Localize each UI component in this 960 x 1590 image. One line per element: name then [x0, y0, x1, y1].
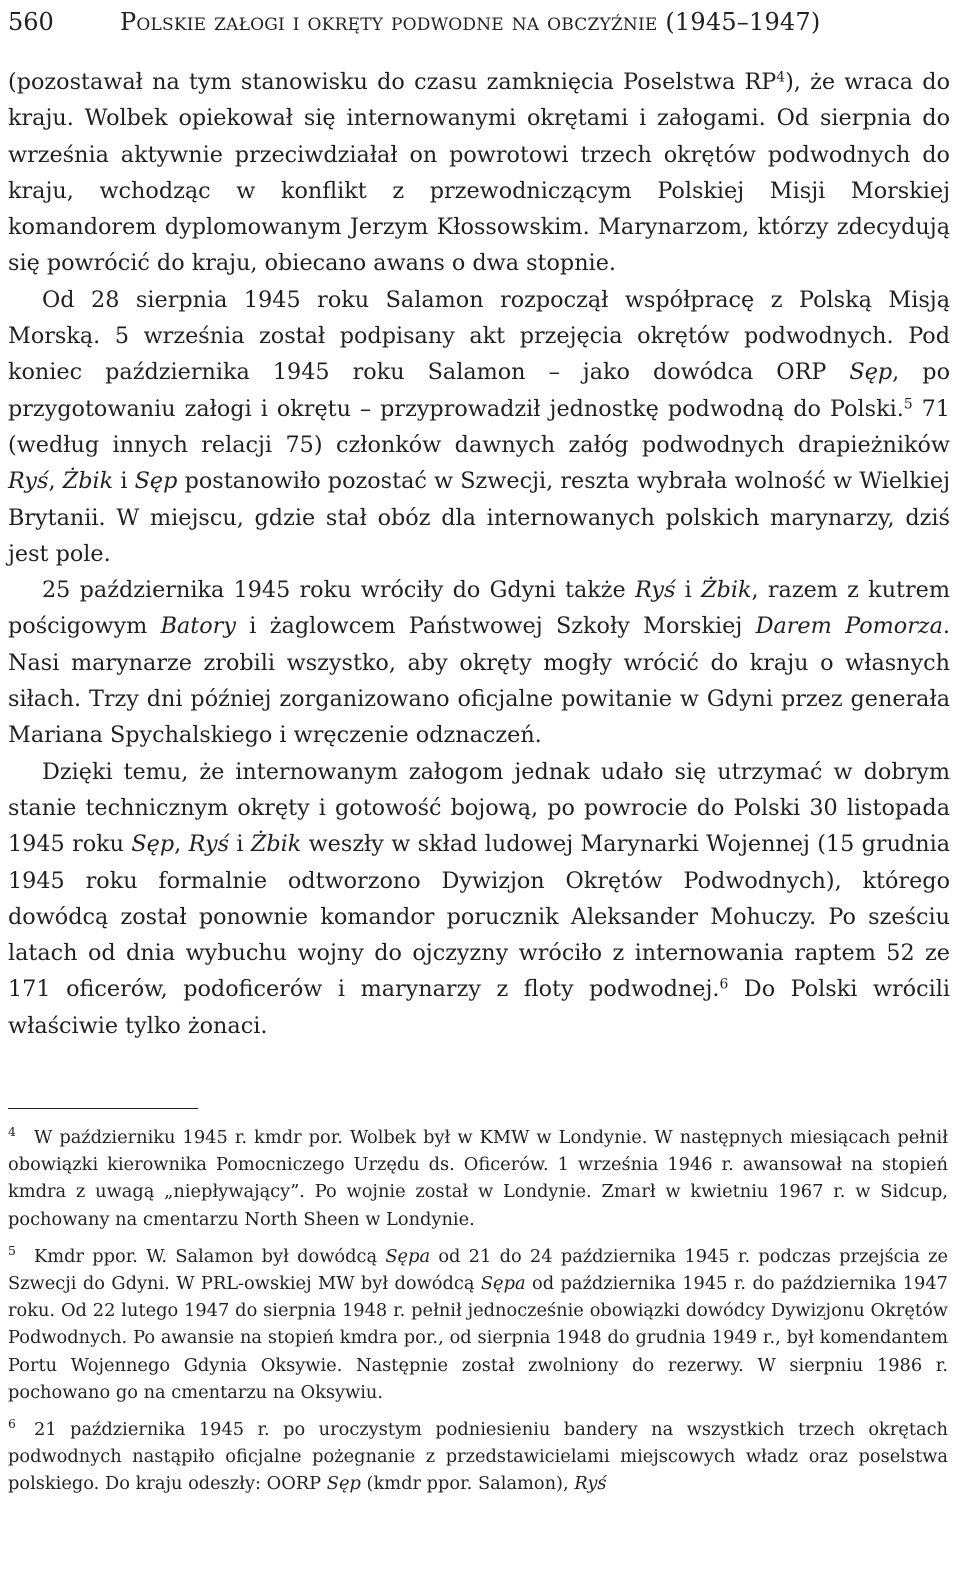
ship-name: Sęp: [131, 831, 175, 858]
text-run: , po przygotowaniu załogi i okrętu – przyprowadził jednostkę podwodną do Polski.: [8, 359, 951, 422]
ship-name: Sęp: [134, 468, 178, 495]
text-run: ,: [174, 831, 189, 858]
main-text: [8, 64, 950, 1044]
footnote-text: Kmdr ppor. W. Salamon był dowódcą: [34, 1245, 386, 1267]
text-run: i żaglowcem Państwowej Szkoły Morskiej: [235, 613, 756, 640]
footnotes: [8, 1124, 948, 1508]
paragraph-2: [8, 282, 950, 572]
paragraph-3: [8, 572, 950, 753]
text-run: ,: [48, 468, 63, 495]
footnote-ref-5[interactable]: 5: [903, 396, 913, 413]
text-run: i: [229, 831, 251, 858]
text-run: Dzięki temu, że internowanym załogom jednak udało się utrzymać w dobrym stanie technicznym okręty i gotowość bojową, po powrocie do Polski 30 listopada 1945 roku: [8, 758, 950, 858]
text-run: Od 28 sierpnia 1945 roku Salamon rozpoczął współpracę z Polską Misją Morską. 5 września został podpisany akt przejęcia okrętów podwodnych. Pod koniec października 1945 roku Salamon – jako dowódca ORP: [8, 286, 950, 386]
ship-name: Ryś: [8, 468, 49, 495]
text-run: i: [675, 577, 702, 604]
ship-name: Sęp: [326, 1473, 361, 1495]
ship-name: Sęp: [849, 359, 893, 386]
text-run: , razem z kutrem pościgowym: [8, 577, 951, 640]
text-run: . Nasi marynarze zrobili wszystko, aby okręty mogły wrócić do kraju o własnych siłach. Trzy dni później zorganizowano oficjalne powitanie w Gdyni przez generała Mariana Spychalskiego i wręczenie odznaczeń.: [8, 613, 950, 749]
text-run: ), że wraca do kraju. Wolbek opiekował się internowanymi okrętami i załogami. Od sierpnia do września aktywnie przeciwdziałał on powrotowi trzech okrętów podwodnych do kraju, wchodząc w konflikt z przewodniczącym Polskiej Misji Morskiej komandorem dyplomowanym Jerzym Kłossowskim. Marynarzom, którzy zdecydują się powrócić do kraju, obiecano awans o dwa stopnie.: [8, 69, 950, 277]
footnote-ref-6[interactable]: 6: [719, 976, 729, 993]
ship-name: Sępa: [480, 1273, 526, 1295]
footnote-5: 5 Kmdr ppor. W. Salamon był dowódcą Sępa od 21 do 24 października 1945 r. podczas przejścia ze Szwecji do Gdyni. W PRL-owskiej MW był dowódcą Sępa od października 1945 r. do października 1947 roku. Od 22 lutego 1947 do sierpnia 1948 r. pełnił jednocześnie obowiązki dowódcy Dywizjonu Okrętów Podwodnych. Po awansie na stopień kmdra por., od sierpnia 1948 do grudnia 1949 r., był komendantem Portu Wojennego Gdynia Oksywie. Następnie został zwolniony do rezerwy. W sierpniu 1986 r. pochowano go na cmentarzu na Oksywiu.: [8, 1242, 949, 1403]
ship-name: Sępa: [385, 1245, 431, 1267]
footnote-separator: [8, 1108, 198, 1109]
paragraph-4: [8, 754, 950, 1044]
text-run: 71 (według innych relacji 75) członków dawnych załóg podwodnych drapieżników: [8, 395, 950, 458]
ship-name: Ryś: [188, 831, 230, 858]
footnote-text: od października 1945 r. do października 1947 roku. Od 22 lutego 1947 do sierpnia 1948 r. pełnił jednocześnie obowiązki dowódcy Dywizjonu Okrętów Podwodnych. Po awansie na stopień kmdra por., od sierpnia 1948 do grudnia 1949 r., był komendantem Portu Wojennego Gdynia Oksywie. Następnie został zwolniony do rezerwy. W sierpniu 1986 r. pochowano go na cmentarzu na Oksywiu.: [8, 1273, 948, 1403]
footnote-text: od 21 do 24 października 1945 r. podczas przejścia ze Szwecji do Gdyni. W PRL-owskiej MW był dowódcą: [8, 1245, 949, 1295]
text-run: i: [113, 468, 135, 495]
running-header: [8, 4, 952, 44]
text-run: postanowiło pozostać w Szwecji, reszta wybrała wolność w Wielkiej Brytanii. W miejscu, gdzie stał obóz dla internowanych polskich marynarzy, dziś jest pole.: [8, 468, 951, 567]
ship-name: Darem Pomorza: [755, 613, 943, 640]
text-run: Do Polski wrócili właściwie tylko żonaci.: [8, 976, 950, 1039]
text-run: (pozostawał na tym stanowisku do czasu zamknięcia Poselstwa RP: [8, 69, 777, 95]
footnote-6: 6 21 października 1945 r. po uroczystym podniesieniu bandery na wszystkich trzech okrętach podwodnych nastąpiło oficjalne pożegnanie z przedstawicielami miejscowych władz oraz poselstwa polskiego. Do kraju odeszły: OORP Sęp (kmdr ppor. Salamon), Ryś: [8, 1416, 948, 1495]
page-number: 560: [8, 8, 54, 36]
footnote-ref-4[interactable]: 4: [776, 69, 786, 86]
footnote-text: 21 października 1945 r. po uroczystym podniesieniu bandery na wszystkich trzech okrętach podwodnych nastąpiło oficjalne pożegnanie z przedstawicielami miejscowych władz oraz poselstwa polskiego. Do kraju odeszły: OORP: [8, 1419, 948, 1495]
text-run: weszły w skład ludowej Marynarki Wojennej (15 grudnia 1945 roku formalnie odtworzono Dywizjon Okrętów Podwodnych), którego dowódcą został ponownie komandor porucznik Aleksander Mohuczy. Po sześciu latach od dnia wybuchu wojny do ojczyzny wróciło z internowania raptem 52 ze 171 oficerów, podoficerów i marynarzy z floty podwodnej.: [8, 831, 950, 1003]
footnote-text: W październiku 1945 r. kmdr por. Wolbek był w KMW w Londynie. W następnych miesiącach pełnił obowiązki kierownika Pomocniczego Urzędu ds. Oficerów. 1 września 1946 r. awansował na stopień kmdra z uwagą „niepływający”. Po wojnie został w Londynie. Zmarł w kwietniu 1967 r. w Sidcup, pochowany na cmentarzu North Sheen w Londynie.: [8, 1127, 948, 1230]
running-title: Polskie załogi i okręty podwodne na obczyźnie (1945–1947): [120, 8, 821, 36]
text-run: 25 października 1945 roku wróciły do Gdyni także: [42, 577, 635, 604]
ship-name: Żbik: [701, 577, 752, 604]
footnote-text: (kmdr ppor. Salamon),: [360, 1473, 575, 1495]
ship-name: Żbik: [62, 468, 114, 495]
ship-name: Ryś: [634, 577, 676, 604]
ship-name: Żbik: [250, 831, 302, 858]
ship-name: Ryś: [574, 1473, 607, 1495]
footnote-4: 4 W październiku 1945 r. kmdr por. Wolbek był w KMW w Londynie. W następnych miesiącach pełnił obowiązki kierownika Pomocniczego Urzędu ds. Oficerów. 1 września 1946 r. awansował na stopień kmdra z uwagą „niepływający”. Po wojnie został w Londynie. Zmarł w kwietniu 1967 r. w Sidcup, pochowany na cmentarzu North Sheen w Londynie.: [8, 1124, 948, 1230]
paragraph-1: [8, 64, 950, 282]
ship-name: Batory: [160, 613, 236, 640]
